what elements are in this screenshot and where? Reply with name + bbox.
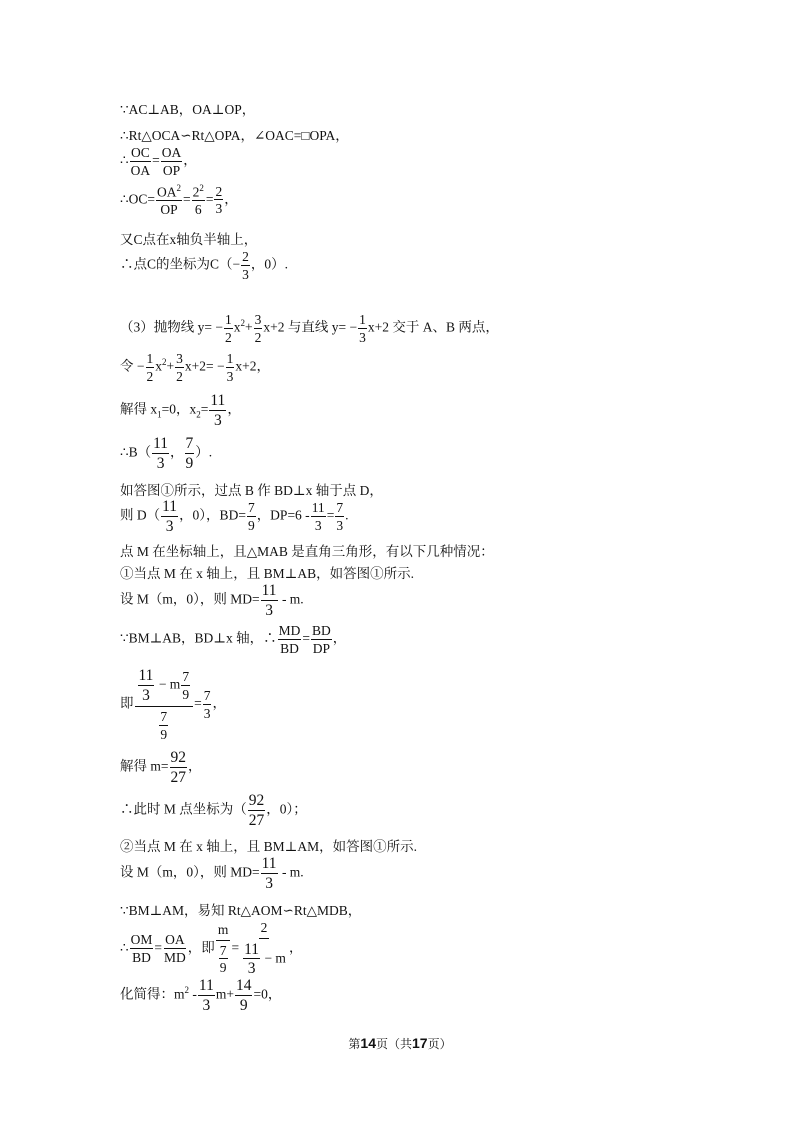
numerator: 7 [160,709,168,724]
footer-text: 页） [427,1037,452,1051]
fraction [161,499,178,534]
line-17 [120,668,226,741]
minus-sign: − [232,256,241,272]
denominator: 9 [247,517,255,533]
fraction [185,436,195,471]
line-19 [120,793,307,828]
text: = [302,630,311,646]
fraction [175,352,184,383]
text: ∵BM⊥AB，BD⊥x 轴，∴ [120,630,277,646]
fraction [241,250,250,281]
line-18 [120,750,202,785]
denominator: 3 [213,411,222,429]
compound-fraction [240,921,288,977]
text: - [189,986,197,1002]
numerator: 14 [235,977,252,994]
page-footer [0,1035,800,1052]
fraction [261,583,278,618]
text: = [182,191,191,207]
text: 解得 x [120,401,158,417]
text: x+2 交于 A、B 两点， [367,319,499,335]
fraction [156,184,182,217]
fraction [214,185,223,216]
numerator: 11 [210,392,226,409]
base: 2 [192,184,200,200]
fraction [198,978,215,1013]
numerator: 2 [259,921,270,939]
fraction [130,933,154,964]
line-8 [120,352,270,383]
text: ， [183,152,197,168]
fraction [152,436,169,471]
numerator: OM [130,932,153,948]
fraction [235,978,253,1013]
subscript: 1 [157,409,162,420]
numerator: OC [130,145,150,160]
text: ， [332,630,347,646]
fraction [159,710,168,741]
numerator: 7 [247,500,255,515]
text: =0，x [161,401,197,417]
line-9 [120,393,241,428]
text: ， [224,191,238,207]
denominator: 3 [226,368,234,384]
line-11: 如答图①所示，过点 B 作 BD⊥x 轴于点 D， [120,483,383,498]
numerator: 1 [226,351,234,366]
numerator: 92 [248,792,265,809]
fraction [170,750,188,785]
compound-fraction [216,923,231,975]
denominator: 3 [359,329,366,345]
text: 化简得：m [120,986,185,1002]
footer-text: 页（共 [375,1037,412,1051]
text: x+2 与直线 y= − [263,319,358,335]
exponent: 2 [199,183,204,193]
text: 即 [120,695,134,711]
text: ∴ [120,939,129,955]
footer-text: 第 [348,1037,361,1051]
numerator: 1 [359,312,366,327]
text: - m. [278,864,304,880]
denominator: 3 [215,201,223,217]
text: ，DP=6 - [256,507,310,523]
text: ，0），BD= [179,507,246,523]
fraction [278,624,302,655]
denominator: 9 [182,686,190,702]
numerator: 11 [162,498,178,515]
text: ∴ [120,152,129,168]
fraction [161,146,183,177]
denominator: 27 [170,768,186,786]
fraction [261,856,278,891]
exponent: 2 [176,183,181,193]
denominator: 2 [146,368,154,384]
denominator: 9 [239,996,248,1014]
numerator: 92 [170,749,186,766]
text: = [231,939,240,955]
fraction [226,352,235,383]
base: OA [156,184,177,200]
numerator: 1 [224,312,232,327]
text: ，0）. [250,256,289,272]
numerator: 11 [261,582,277,599]
denominator: BD [280,640,299,656]
text: ∴此时 M 点坐标为（ [120,801,247,817]
denominator: 9 [185,454,194,472]
text: x+2， [235,358,270,374]
text: ， [227,401,241,417]
line-24 [120,978,281,1013]
fraction [335,501,344,532]
line-16 [120,624,346,655]
numerator: 7 [203,688,211,703]
denominator: 3 [265,601,273,619]
exponent: 2 [162,357,167,368]
denominator: OP [160,202,178,217]
numerator: MD [278,623,301,638]
line-12 [120,499,348,534]
line-20: ②当点 M 在 x 轴上，且 BM⊥AM，如答图①所示. [120,839,417,854]
line-1: ∵AC⊥AB，OA⊥OP， [120,102,256,117]
denominator: 9 [160,726,168,742]
denominator: 6 [194,202,202,217]
denominator: 2 [224,329,232,345]
denominator: 2 [254,329,262,345]
fraction [146,352,155,383]
denominator: 27 [248,811,265,829]
line-5: 又C点在x轴负半轴上， [120,232,258,247]
text: ∴B（ [120,444,152,460]
numerator: BD [312,623,331,638]
text: + [244,319,253,335]
text: − m [261,950,286,966]
fraction [311,624,332,655]
denominator: 3 [203,705,211,721]
fraction [130,146,152,177]
line-10 [120,436,212,471]
denominator: 3 [242,266,249,282]
compound-fraction [135,668,194,741]
text: ， [188,758,202,774]
denominator [216,941,231,975]
text: = [205,191,214,207]
text: =0， [253,986,282,1002]
exponent: 2 [240,318,245,329]
text: ， [170,444,184,460]
numerator: 11 [261,855,277,872]
numerator: 2 [215,183,223,199]
numerator: 11 [244,940,260,958]
numerator: 3 [176,351,183,366]
text: 设 M（m，0），则 MD= [120,591,260,607]
numerator: OA [161,145,182,160]
text: x [155,358,162,374]
fraction [358,313,367,344]
line-22: ∵BM⊥AM，易知 Rt△AOM∽Rt△MDB， [120,903,362,918]
fraction [138,668,155,703]
text: - m. [278,591,304,607]
fraction [311,501,326,532]
numerator: m [216,923,231,941]
fraction [209,393,226,428]
line-2: ∴Rt△OCA∽Rt△OPA，∠OAC=□OPA， [120,128,349,143]
fraction [247,501,256,532]
numerator: 7 [185,435,194,452]
numerator: 7 [219,942,227,958]
line-3 [120,146,197,177]
denominator: 3 [314,517,322,533]
line-21 [120,856,304,891]
numerator: 3 [254,312,262,327]
line-14: ①当点 M 在 x 轴上，且 BM⊥AB，如答图①所示. [120,566,414,581]
text: 设 M（m，0），则 MD= [120,864,260,880]
text: = [194,695,202,711]
fraction [243,942,260,977]
denominator: 3 [265,874,273,892]
denominator: DP [312,640,331,656]
line-15 [120,583,304,618]
text: = [326,507,335,523]
subscript: 2 [196,409,201,420]
text: x [233,319,241,335]
text: ∴OC= [120,191,155,207]
text: − m [155,676,181,692]
denominator: 9 [219,960,227,975]
denominator: 3 [165,517,174,535]
denominator: 2 [176,368,183,384]
line-13: 点 M 在坐标轴上，且△MAB 是直角三角形，有以下几种情况： [120,544,494,559]
numerator [156,184,182,201]
denominator: 3 [336,517,344,533]
denominator: OA [130,162,151,178]
text: ∴点C的坐标为C（ [120,256,233,272]
text: （3）抛物线 y= − [120,319,223,335]
text: ， [288,939,303,955]
numerator: 11 [311,500,325,515]
text: ，0）； [266,801,307,817]
line-6 [120,250,288,281]
numerator: 11 [198,977,214,994]
text: ， [212,695,226,711]
denominator: 3 [202,996,211,1014]
denominator: 3 [247,960,256,977]
numerator: OA [165,932,185,948]
text: = [152,152,160,168]
numerator: 7 [336,500,344,515]
denominator: MD [163,949,186,965]
numerator [135,668,194,707]
denominator [240,939,288,977]
page-number: 14 [360,1035,376,1051]
text: + [166,358,175,374]
page-total: 17 [412,1035,428,1051]
text: = [154,939,162,955]
fraction [219,944,228,975]
numerator: 2 [242,249,249,264]
fraction [224,313,233,344]
fraction [192,184,205,217]
text: x+2= − [184,358,225,374]
line-4 [120,184,238,217]
text: 令 − [120,358,145,374]
text: 解得 m= [120,758,169,774]
fraction [203,689,212,720]
fraction [163,933,187,964]
exponent: 2 [184,985,190,996]
fraction [248,793,266,828]
numerator: 1 [146,351,154,366]
denominator: OP [162,162,181,178]
numerator [192,184,205,201]
fraction [254,313,263,344]
text: ，即 [187,939,215,955]
text: = [200,401,209,417]
fraction [181,670,190,701]
line-23 [120,921,302,977]
denominator: BD [132,949,151,965]
line-7 [120,313,499,344]
text: m+ [215,986,234,1002]
text: . [345,507,349,523]
denominator: 3 [142,686,150,704]
numerator: 7 [182,669,190,684]
denominator: 3 [156,454,165,472]
denominator [156,707,171,741]
numerator: 11 [153,435,169,452]
text: 则 D（ [120,507,161,523]
text: ）. [195,444,213,460]
numerator: 11 [138,667,154,684]
